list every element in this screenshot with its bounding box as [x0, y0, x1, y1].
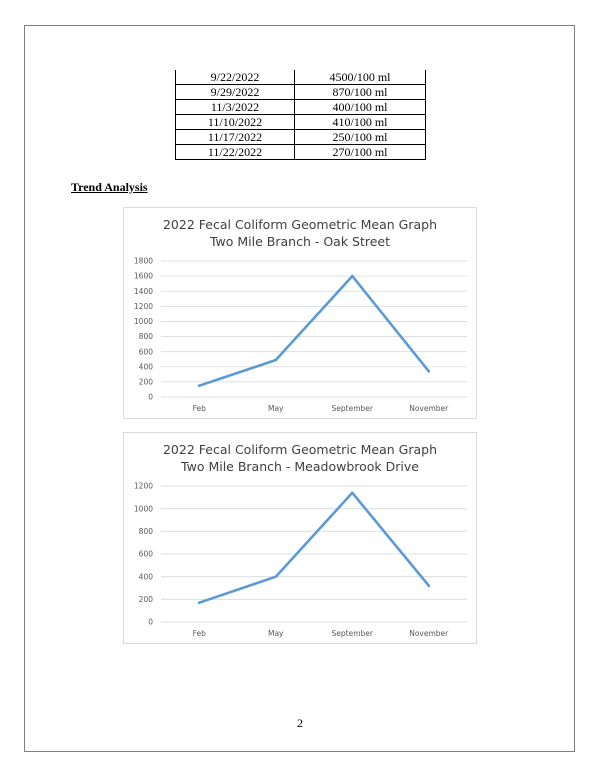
y-tick-label: 800	[138, 526, 153, 536]
sample-value-cell: 870/100 ml	[295, 85, 426, 100]
y-tick-label: 1200	[133, 481, 153, 491]
x-tick-label: Feb	[192, 629, 206, 638]
x-tick-label: September	[331, 629, 373, 638]
sample-date-cell: 11/17/2022	[176, 130, 295, 145]
y-tick-label: 1400	[133, 286, 153, 296]
table-row	[176, 70, 426, 85]
sample-date-cell: 9/29/2022	[176, 85, 295, 100]
y-tick-label: 0	[148, 392, 153, 402]
series-line	[199, 493, 428, 603]
data-point	[198, 601, 201, 604]
sample-value-cell: 410/100 ml	[295, 115, 426, 130]
sample-results-table	[175, 70, 426, 160]
chart-subtitle: Two Mile Branch - Oak Street	[209, 234, 391, 249]
sample-value-cell: 250/100 ml	[295, 130, 426, 145]
section-heading: Trend Analysis	[71, 180, 148, 194]
data-point	[427, 370, 430, 373]
sample-date-cell: 9/22/2022	[176, 70, 295, 85]
chart-plot	[124, 208, 476, 418]
meadowbrook-drive-chart	[123, 432, 477, 644]
x-tick-label: May	[267, 629, 284, 638]
sample-date-cell: 11/3/2022	[176, 100, 295, 115]
data-point	[427, 584, 430, 587]
chart-plot	[124, 433, 476, 643]
y-tick-label: 1600	[133, 271, 153, 281]
sample-date-cell: 11/10/2022	[176, 115, 295, 130]
sample-value-cell: 4500/100 ml	[295, 70, 426, 85]
data-point	[274, 359, 277, 362]
chart-subtitle: Two Mile Branch - Meadowbrook Drive	[181, 459, 419, 474]
y-tick-label: 1800	[133, 256, 153, 266]
y-tick-label: 0	[148, 617, 153, 627]
y-tick-label: 200	[138, 594, 153, 604]
table-row	[176, 85, 426, 100]
table-row	[176, 115, 426, 130]
sample-value-cell: 400/100 ml	[295, 100, 426, 115]
x-tick-label: November	[409, 629, 449, 638]
data-point	[351, 275, 354, 278]
y-tick-label: 600	[138, 347, 153, 357]
x-tick-label: September	[331, 404, 373, 413]
table-row	[176, 145, 426, 160]
series-line	[199, 276, 428, 386]
oak-street-chart	[123, 207, 477, 419]
y-tick-label: 1000	[133, 504, 153, 514]
page-number: 2	[297, 716, 303, 730]
x-tick-label: Feb	[192, 404, 206, 413]
data-point	[198, 384, 201, 387]
y-tick-label: 600	[138, 549, 153, 559]
y-tick-label: 800	[138, 332, 153, 342]
data-point	[351, 492, 354, 495]
x-tick-label: May	[267, 404, 284, 413]
y-tick-label: 200	[138, 377, 153, 387]
table-row	[176, 100, 426, 115]
sample-date-cell: 11/22/2022	[176, 145, 295, 160]
data-point	[274, 575, 277, 578]
chart-title: 2022 Fecal Coliform Geometric Mean Graph	[162, 217, 438, 232]
chart-title: 2022 Fecal Coliform Geometric Mean Graph	[162, 442, 438, 457]
sample-value-cell: 270/100 ml	[295, 145, 426, 160]
y-tick-label: 400	[138, 362, 153, 372]
table-row	[176, 130, 426, 145]
x-tick-label: November	[409, 404, 449, 413]
y-tick-label: 400	[138, 572, 153, 582]
y-tick-label: 1200	[133, 301, 153, 311]
y-tick-label: 1000	[133, 317, 153, 327]
